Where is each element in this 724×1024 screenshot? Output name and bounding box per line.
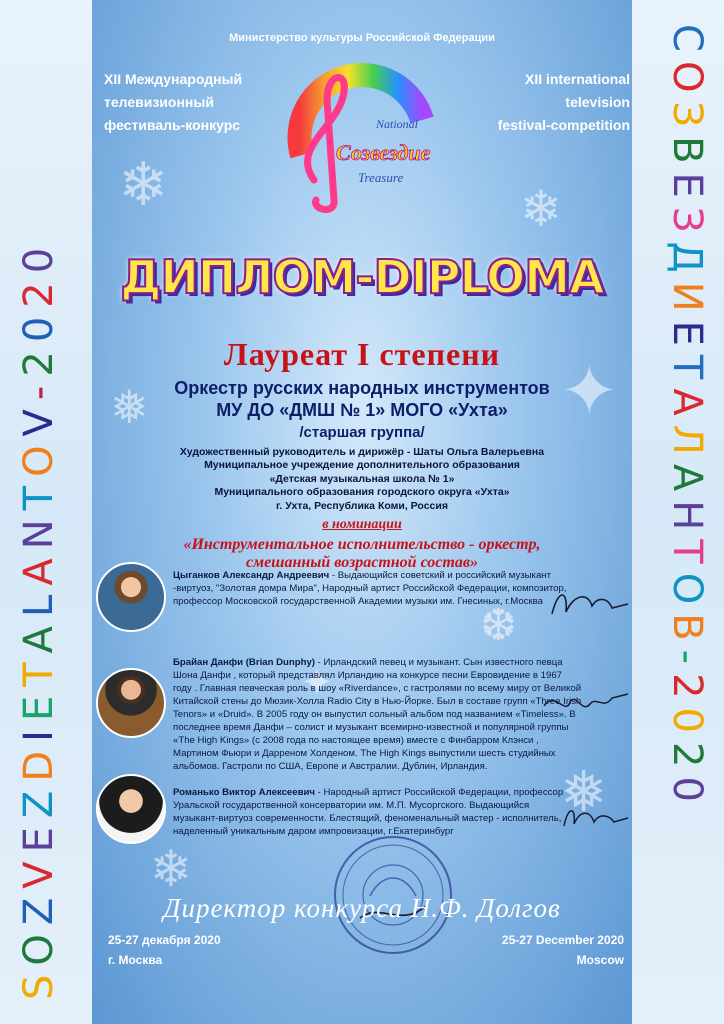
jury-bio: Цыганков Александр Андреевич - Выдающийся советский и российский музыкант -виртуоз, "Золотая домра Мира", Народный артист Российской Федерации, композитор, профессор Московской государственной Академии музыки им. Гнесиных, г.Москва [173, 570, 567, 607]
recipient-group: /старшая группа/ [299, 424, 425, 441]
vertical-letter: 2 [16, 273, 62, 308]
director-signature-line: Директор конкурса Н.Ф. Долгов [163, 893, 561, 923]
vertical-letter: S [16, 965, 62, 1000]
event-city-en: Moscow [576, 953, 624, 967]
vertical-letter: А [664, 388, 710, 425]
vertical-letter: Н [664, 500, 710, 540]
vertical-letter: В [664, 613, 710, 650]
vertical-letter: Е [664, 320, 710, 355]
vertical-letter: 2 [664, 673, 710, 708]
vertical-letter: I [16, 721, 62, 742]
vertical-letter: З [664, 101, 710, 137]
snowflake-icon: ❆ [480, 600, 517, 651]
logo-top-word: National [376, 117, 419, 131]
festival-name-ru: XII Международный телевизионный фестиваль-конкурс [104, 71, 243, 133]
ministry-title: Министерство культуры Российской Федерации [229, 32, 495, 44]
vertical-letter: A [16, 616, 62, 654]
laureate-degree: Лауреат I степени [223, 336, 501, 372]
logo-bottom-word: Treasure [358, 170, 404, 185]
event-date-ru: 25-27 декабря 2020 [108, 933, 221, 947]
vertical-letter: 0 [16, 238, 62, 274]
vertical-letter: A [16, 549, 62, 586]
vertical-letter: D [16, 741, 62, 782]
vertical-letter: 0 [664, 776, 710, 811]
star-icon: ✦ [560, 350, 619, 432]
snowflake-icon: ❅ [110, 380, 149, 434]
vertical-letter: Л [664, 424, 710, 464]
signature-image [560, 800, 632, 836]
recipient-name: Оркестр русских народных инструментов [174, 378, 550, 398]
festival-name-en: XII international television festival-competition [497, 71, 630, 133]
vertical-letter: T [16, 653, 62, 687]
snowflake-icon: ❄ [150, 840, 192, 898]
vertical-letter: В [664, 136, 710, 173]
vertical-letter: Т [664, 539, 710, 573]
event-date-en: 25-27 December 2020 [501, 933, 624, 947]
vertical-letter: О [664, 60, 710, 102]
recipient-details: Художественный руководитель и дирижёр - Шаты Ольга Валерьевна Муниципальное учреждение дополнительного образования «Детская музыкальная школа № 1» Муниципального образования городского округа «Ухта» г. Ухта, Республика Коми, Россия [179, 446, 545, 512]
vertical-letter: А [664, 463, 710, 501]
snowflake-icon: ❄ [520, 180, 562, 238]
vertical-letter: 0 [664, 707, 710, 742]
vertical-letter: Z [16, 781, 62, 819]
footer-left [108, 930, 221, 970]
vertical-title-latin [16, 239, 62, 1000]
vertical-letter: O [16, 436, 62, 477]
jury-bio: Брайан Данфи (Brian Dunphy) - Ирландский певец и музыкант. Сын известного певца Шона Данфи , который представлял Ирландию на конкурсе песни Евровидение в 1967 году . Главная певческая роль в шоу «Riverdance», с гастролями по всему миру от Великой Китайской стены до Мюзик-Холла Radio City в Нью-Йорке. Был в составе групп «Three Irish Tenors» и «Druid». В 2005 году он выпустил сольный альбом под названием «Timeless». В последнее время Данфи – солист и музыкант всемирно-известной и популярной группы «The High Kings» (с 2008 года по настоящее время) вместе с Финбарром Клэнси , Мартином Фьюри и Дарреном Холденом. The High Kings выпустили шесть студийных альбомов. Гастроли по США, Европе и Австралии. Дублин, Ирландия. [173, 657, 582, 772]
vertical-letter: Д [664, 241, 710, 282]
jury-bio: Романько Виктор Алексеевич - Народный артист Российской Федерации, профессор Уральской государственной консерватории им. М.П. Мусоргского. Выдающийся музыкант-виртуоз современности. Блестящий, феноменальный мастер - исполнитель, наделенный уникальным даром импровизации, г.Екатеринбург [173, 787, 564, 837]
vertical-letter: С [664, 24, 710, 61]
star-icon: ✦ [300, 660, 334, 706]
vertical-letter: Т [664, 354, 710, 389]
vertical-letter: О [664, 572, 710, 614]
vertical-letter: E [16, 818, 62, 853]
vertical-letter: З [664, 206, 710, 242]
vertical-letter: N [16, 510, 62, 550]
vertical-letter: O [16, 925, 62, 966]
vertical-letter: V [16, 400, 62, 437]
vertical-letter: И [664, 281, 710, 321]
vertical-letter: T [16, 476, 62, 511]
snowflake-icon: ❄ [118, 150, 169, 220]
vertical-letter: Е [664, 172, 710, 207]
jury-photo [96, 668, 166, 738]
vertical-letter: - [664, 649, 710, 674]
footer-right [466, 930, 624, 970]
event-city-ru: г. Москва [108, 953, 163, 967]
vertical-letter: 2 [16, 342, 62, 377]
logo-main-word: Созвездие [336, 140, 431, 165]
vertical-letter: 0 [16, 307, 62, 343]
nomination-label: в номинации [322, 517, 402, 532]
festival-logo [272, 60, 452, 220]
jury-photo [96, 774, 166, 844]
vertical-letter: Z [16, 888, 62, 926]
recipient-school: МУ ДО «ДМШ № 1» МОГО «Ухта» [216, 400, 508, 420]
signature-image [548, 584, 632, 624]
vertical-title-cyrillic [664, 24, 710, 811]
vertical-letter: 2 [664, 741, 710, 777]
snowflake-icon: ❅ [560, 760, 607, 825]
vertical-letter: V [16, 852, 62, 889]
signature-image [540, 686, 632, 726]
jury-photo [96, 562, 166, 632]
nomination-title: «Инструментальное исполнительство - оркестр, смешанный возрастной состав» [183, 536, 541, 571]
vertical-letter: E [16, 686, 62, 722]
vertical-letter: - [16, 376, 62, 401]
vertical-letter: L [16, 585, 62, 617]
diploma-title: ДИПЛОМ-DIPLOMA [120, 250, 604, 304]
